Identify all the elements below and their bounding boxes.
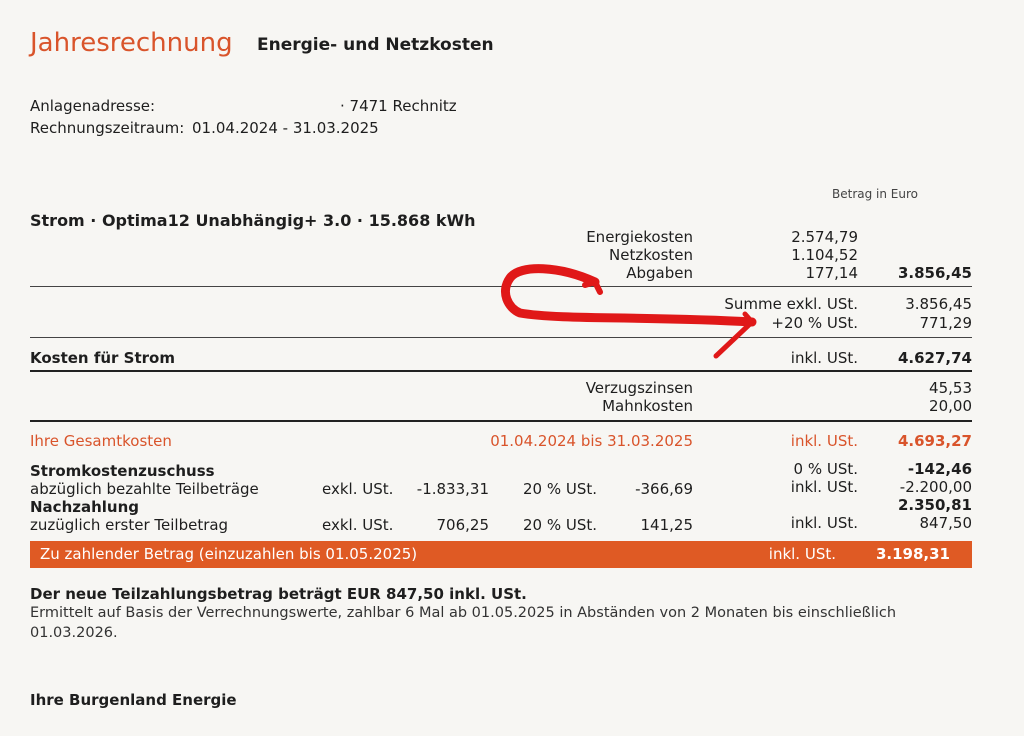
currency-note: Betrag in Euro bbox=[832, 187, 918, 201]
teilbetraege-excl-value: -1.833,31 bbox=[416, 480, 489, 498]
period-value: 01.04.2024 - 31.03.2025 bbox=[192, 119, 379, 137]
teilbetraege-incl-label: inkl. USt. bbox=[790, 478, 858, 496]
strom-total-value: 4.627,74 bbox=[897, 349, 972, 367]
signature: Ihre Burgenland Energie bbox=[30, 691, 237, 709]
zuschuss-label: Stromkostenzuschuss bbox=[30, 462, 215, 480]
abgaben-value: 177,14 bbox=[805, 264, 858, 282]
gesamt-suffix: inkl. USt. bbox=[790, 432, 858, 450]
erster-teilbetrag-vat-label: 20 % USt. bbox=[523, 516, 598, 534]
red-arrow-stroke bbox=[505, 269, 752, 322]
energiekosten-value: 2.574,79 bbox=[791, 228, 858, 246]
mahnkosten-value: 20,00 bbox=[929, 397, 972, 415]
verzugszinsen-value: 45,53 bbox=[929, 379, 972, 397]
erster-teilbetrag-excl-value: 706,25 bbox=[436, 516, 489, 534]
payment-due-label: Zu zahlender Betrag (einzuzahlen bis 01.05.2025) bbox=[40, 545, 418, 563]
erster-teilbetrag-label: zuzüglich erster Teilbetrag bbox=[30, 516, 229, 534]
installment-note-line2: 01.03.2026. bbox=[30, 625, 118, 641]
nachzahlung-value: 2.350,81 bbox=[897, 496, 972, 514]
erster-teilbetrag-excl-label: exkl. USt. bbox=[322, 516, 394, 534]
zuschuss-rate: 0 % USt. bbox=[793, 460, 858, 478]
energiekosten-label: Energiekosten bbox=[586, 228, 693, 246]
installment-note-line1: Ermittelt auf Basis der Verrechnungswerte, zahlbar 6 Mal ab 01.05.2025 in Abständen von 2 Monaten bis einschließlich bbox=[30, 605, 897, 621]
teilbetraege-vat-value: -366,69 bbox=[635, 480, 693, 498]
gesamt-period: 01.04.2024 bis 31.03.2025 bbox=[490, 432, 693, 450]
nachzahlung-label: Nachzahlung bbox=[30, 498, 140, 516]
summe-value: 3.856,45 bbox=[905, 295, 972, 313]
erster-teilbetrag-vat-value: 141,25 bbox=[640, 516, 693, 534]
erster-teilbetrag-incl-value: 847,50 bbox=[919, 514, 972, 532]
period-label: Rechnungszeitraum: bbox=[30, 119, 185, 137]
teilbetraege-incl-value: -2.200,00 bbox=[899, 478, 972, 496]
strom-total-suffix: inkl. USt. bbox=[790, 349, 858, 367]
invoice-subtitle: Energie- und Netzkosten bbox=[257, 35, 494, 55]
netzkosten-value: 1.104,52 bbox=[791, 246, 858, 264]
product-line: Strom · Optima12 Unabhängig+ 3.0 · 15.868 kWh bbox=[30, 211, 476, 230]
strom-total-label: Kosten für Strom bbox=[30, 349, 175, 367]
teilbetraege-excl-label: exkl. USt. bbox=[322, 480, 394, 498]
summe-label: Summe exkl. USt. bbox=[724, 295, 858, 313]
erster-teilbetrag-incl-label: inkl. USt. bbox=[790, 514, 858, 532]
netzkosten-label: Netzkosten bbox=[609, 246, 693, 264]
teilbetraege-label: abzüglich bezahlte Teilbeträge bbox=[30, 480, 259, 498]
zuschuss-value: -142,46 bbox=[907, 460, 972, 478]
ust-value: 771,29 bbox=[919, 314, 972, 332]
payment-due-value: 3.198,31 bbox=[875, 545, 950, 563]
address-value: · 7471 Rechnitz bbox=[340, 97, 457, 115]
red-arrowhead-upper bbox=[585, 282, 600, 292]
mahnkosten-label: Mahnkosten bbox=[602, 397, 693, 415]
invoice-title: Jahresrechnung bbox=[30, 28, 233, 58]
gesamt-value: 4.693,27 bbox=[897, 432, 972, 450]
new-installment-text: Der neue Teilzahlungsbetrag beträgt EUR 847,50 inkl. USt. bbox=[30, 585, 527, 603]
cost-subtotal: 3.856,45 bbox=[897, 264, 972, 282]
payment-due-suffix: inkl. USt. bbox=[768, 545, 836, 563]
verzugszinsen-label: Verzugszinsen bbox=[585, 379, 693, 397]
abgaben-label: Abgaben bbox=[626, 264, 693, 282]
teilbetraege-vat-label: 20 % USt. bbox=[523, 480, 598, 498]
ust-label: +20 % USt. bbox=[771, 314, 858, 332]
gesamt-label: Ihre Gesamtkosten bbox=[30, 432, 172, 450]
address-label: Anlagenadresse: bbox=[30, 97, 156, 115]
